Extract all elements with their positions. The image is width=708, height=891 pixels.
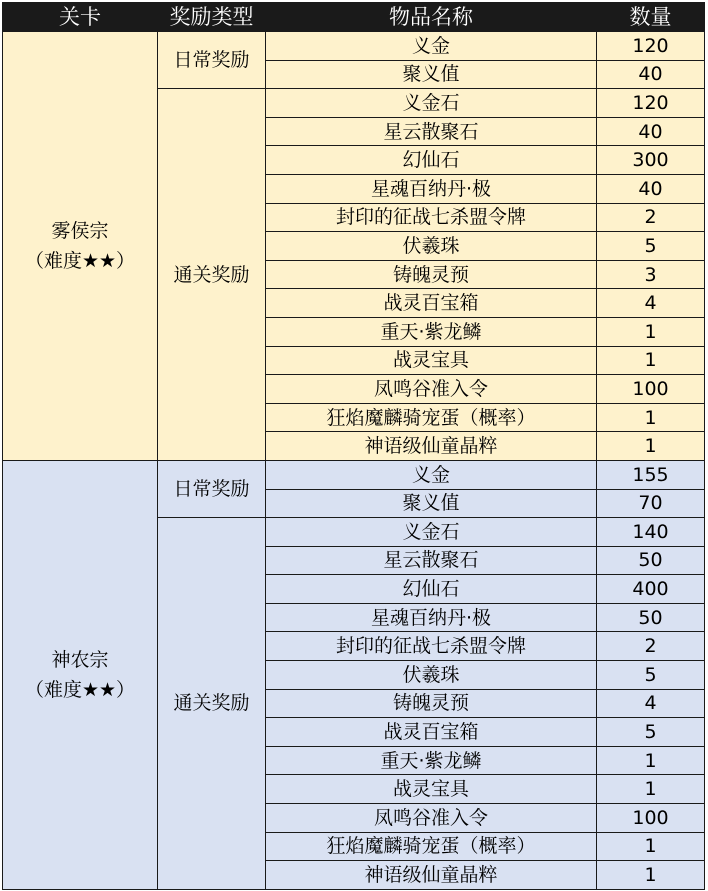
quantity-cell: 1	[597, 346, 705, 375]
rewards-table	[2, 2, 705, 890]
item-name-cell: 伏羲珠	[266, 232, 597, 261]
quantity-cell: 1	[597, 746, 705, 775]
quantity-cell: 120	[597, 32, 705, 61]
header-stage: 关卡	[3, 3, 158, 32]
item-name-cell: 神语级仙童晶粹	[266, 432, 597, 461]
item-name-cell: 战灵宝具	[266, 775, 597, 804]
quantity-cell: 5	[597, 232, 705, 261]
quantity-cell: 50	[597, 546, 705, 575]
item-name-cell: 战灵百宝箱	[266, 718, 597, 747]
quantity-cell: 1	[597, 432, 705, 461]
item-name-cell: 铸魄灵预	[266, 689, 597, 718]
item-name-cell: 幻仙石	[266, 575, 597, 604]
quantity-cell: 1	[597, 403, 705, 432]
item-name-cell: 战灵宝具	[266, 346, 597, 375]
item-name-cell: 伏羲珠	[266, 661, 597, 690]
quantity-cell: 4	[597, 289, 705, 318]
item-name-cell: 封印的征战七杀盟令牌	[266, 203, 597, 232]
quantity-cell: 140	[597, 518, 705, 547]
header-item-name: 物品名称	[266, 3, 597, 32]
quantity-cell: 1	[597, 317, 705, 346]
item-name-cell: 星云散聚石	[266, 117, 597, 146]
quantity-cell: 155	[597, 460, 705, 489]
stage-difficulty: （难度★★）	[24, 249, 136, 272]
quantity-cell: 400	[597, 575, 705, 604]
header-quantity: 数量	[597, 3, 705, 32]
item-name-cell: 义金石	[266, 518, 597, 547]
reward-type-cell: 日常奖励	[158, 32, 266, 89]
table-header	[3, 3, 705, 32]
quantity-cell: 1	[597, 832, 705, 861]
item-name-cell: 重天·紫龙鳞	[266, 746, 597, 775]
quantity-cell: 50	[597, 603, 705, 632]
quantity-cell: 300	[597, 146, 705, 175]
item-name-cell: 封印的征战七杀盟令牌	[266, 632, 597, 661]
stage-name: 雾侯宗	[51, 219, 109, 242]
quantity-cell: 120	[597, 89, 705, 118]
item-name-cell: 聚义值	[266, 60, 597, 89]
table-row	[3, 460, 705, 489]
item-name-cell: 义金	[266, 460, 597, 489]
stage-cell	[3, 32, 158, 461]
quantity-cell: 2	[597, 632, 705, 661]
item-name-cell: 重天·紫龙鳞	[266, 317, 597, 346]
item-name-cell: 狂焰魔麟骑宠蛋（概率）	[266, 832, 597, 861]
quantity-cell: 100	[597, 804, 705, 833]
item-name-cell: 神语级仙童晶粹	[266, 861, 597, 890]
item-name-cell: 聚义值	[266, 489, 597, 518]
quantity-cell: 40	[597, 174, 705, 203]
stage-difficulty: （难度★★）	[24, 678, 136, 701]
reward-type-cell: 通关奖励	[158, 89, 266, 461]
item-name-cell: 凤鸣谷准入令	[266, 375, 597, 404]
quantity-cell: 40	[597, 60, 705, 89]
header-reward-type: 奖励类型	[158, 3, 266, 32]
item-name-cell: 凤鸣谷准入令	[266, 804, 597, 833]
item-name-cell: 星魂百纳丹·极	[266, 603, 597, 632]
quantity-cell: 1	[597, 861, 705, 890]
quantity-cell: 5	[597, 718, 705, 747]
quantity-cell: 2	[597, 203, 705, 232]
quantity-cell: 5	[597, 661, 705, 690]
item-name-cell: 义金石	[266, 89, 597, 118]
item-name-cell: 幻仙石	[266, 146, 597, 175]
quantity-cell: 70	[597, 489, 705, 518]
item-name-cell: 战灵百宝箱	[266, 289, 597, 318]
item-name-cell: 铸魄灵预	[266, 260, 597, 289]
quantity-cell: 4	[597, 689, 705, 718]
header-row	[3, 3, 705, 32]
quantity-cell: 100	[597, 375, 705, 404]
item-name-cell: 星魂百纳丹·极	[266, 174, 597, 203]
table-row	[3, 32, 705, 61]
item-name-cell: 星云散聚石	[266, 546, 597, 575]
table-body	[3, 32, 705, 890]
stage-name: 神农宗	[51, 648, 109, 671]
quantity-cell: 40	[597, 117, 705, 146]
item-name-cell: 狂焰魔麟骑宠蛋（概率）	[266, 403, 597, 432]
reward-type-cell: 日常奖励	[158, 460, 266, 517]
quantity-cell: 1	[597, 775, 705, 804]
item-name-cell: 义金	[266, 32, 597, 61]
stage-cell	[3, 460, 158, 889]
reward-type-cell: 通关奖励	[158, 518, 266, 890]
quantity-cell: 3	[597, 260, 705, 289]
